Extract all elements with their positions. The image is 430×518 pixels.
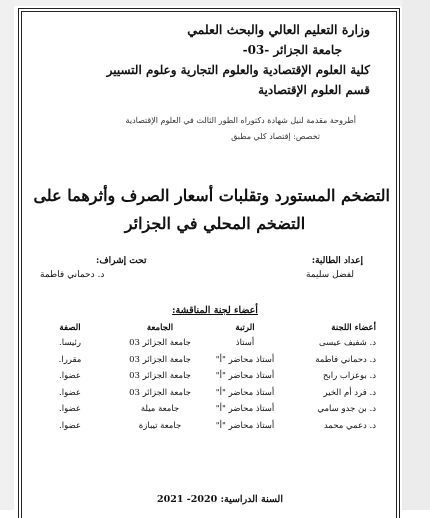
table-row (28, 368, 376, 385)
member-role: عضوا. (59, 420, 81, 431)
member-name: د. بوعزاب رابح (322, 371, 376, 382)
thesis-note: أطروحة مقدمة لنيل شهادة دكتوراه الطور الثالث في العلوم الإقتصادية (125, 116, 356, 125)
member-name: د. بن جدو سامي (317, 404, 376, 415)
student-name: لفضل سليمة (305, 270, 354, 280)
member-role: عضوا. (59, 404, 81, 415)
table-row (28, 385, 376, 402)
member-rank: أستاذ محاضر "أ" (215, 387, 275, 398)
member-university: جامعة الجزائر 03 (129, 354, 191, 365)
member-rank: أستاذ محاضر "أ" (215, 420, 275, 431)
header-university: الجامعة (146, 322, 174, 333)
supervisor-name: د. دحماني فاطمة (40, 270, 105, 280)
thesis-title-line-1: التضخم المستورد وتقلبات أسعار الصرف وأثرهما على (33, 186, 390, 205)
department-heading: قسم العلوم الإقتصادية (258, 83, 370, 97)
table-row (28, 401, 376, 418)
jury-title: أعضاء لجنة المناقشة: (172, 305, 258, 316)
member-rank: أستاذ محاضر "أ" (215, 371, 275, 382)
member-rank: أستاذ محاضر "أ" (215, 404, 275, 415)
member-name: د. شفيف عيسى (319, 338, 376, 349)
thesis-title-line-2: التضخم المحلي في الجزائر (124, 214, 306, 233)
academic-year: السنة الدراسية: 2020- 2021 (157, 494, 283, 505)
table-row (28, 418, 376, 435)
member-university: جامعة الجزائر 03 (129, 371, 191, 382)
supervision-label: تحت إشراف: (96, 256, 147, 266)
page-left-margin (0, 0, 14, 510)
page-top-edge (0, 0, 430, 6)
member-rank: أستاذ (235, 338, 255, 349)
prepared-by-label: إعداد الطالبة: (311, 256, 363, 266)
jury-header-row (28, 320, 376, 335)
table-row (28, 335, 376, 352)
table-row (28, 352, 376, 369)
jury-table (28, 320, 376, 434)
member-role: عضوا. (59, 371, 81, 382)
member-name: د. فرد أم الخير (323, 387, 376, 398)
header-rank: الرتبة (235, 322, 255, 333)
member-rank: أستاذ محاضر "أ" (215, 354, 275, 365)
member-university: جامعة الجزائر 03 (129, 338, 191, 349)
member-role: عضوا. (59, 387, 81, 398)
page-right-margin (402, 0, 430, 510)
header-members: أعضاء اللجنة (331, 322, 376, 333)
faculty-heading: كلية العلوم الإقتصادية والعلوم التجارية وعلوم التسيير (106, 63, 370, 77)
member-name: د. دعمي محمد (323, 420, 376, 431)
member-university: جامعة ميلة (140, 404, 180, 415)
member-role: مقررا. (58, 354, 82, 365)
ministry-heading: وزارة التعليم العالي والبحث العلمي (187, 22, 370, 37)
member-role: رئيسا. (59, 338, 81, 349)
specialty-line: تخصص: إقتصاد كلي مطبق (231, 132, 320, 141)
member-university: جامعة الجزائر 03 (129, 387, 191, 398)
university-heading: جامعة الجزائر -03- (242, 43, 342, 57)
header-role: الصفة (59, 322, 81, 333)
member-university: جامعة تيبازة (138, 420, 182, 431)
member-name: د. دحماني فاطمة (315, 354, 376, 365)
